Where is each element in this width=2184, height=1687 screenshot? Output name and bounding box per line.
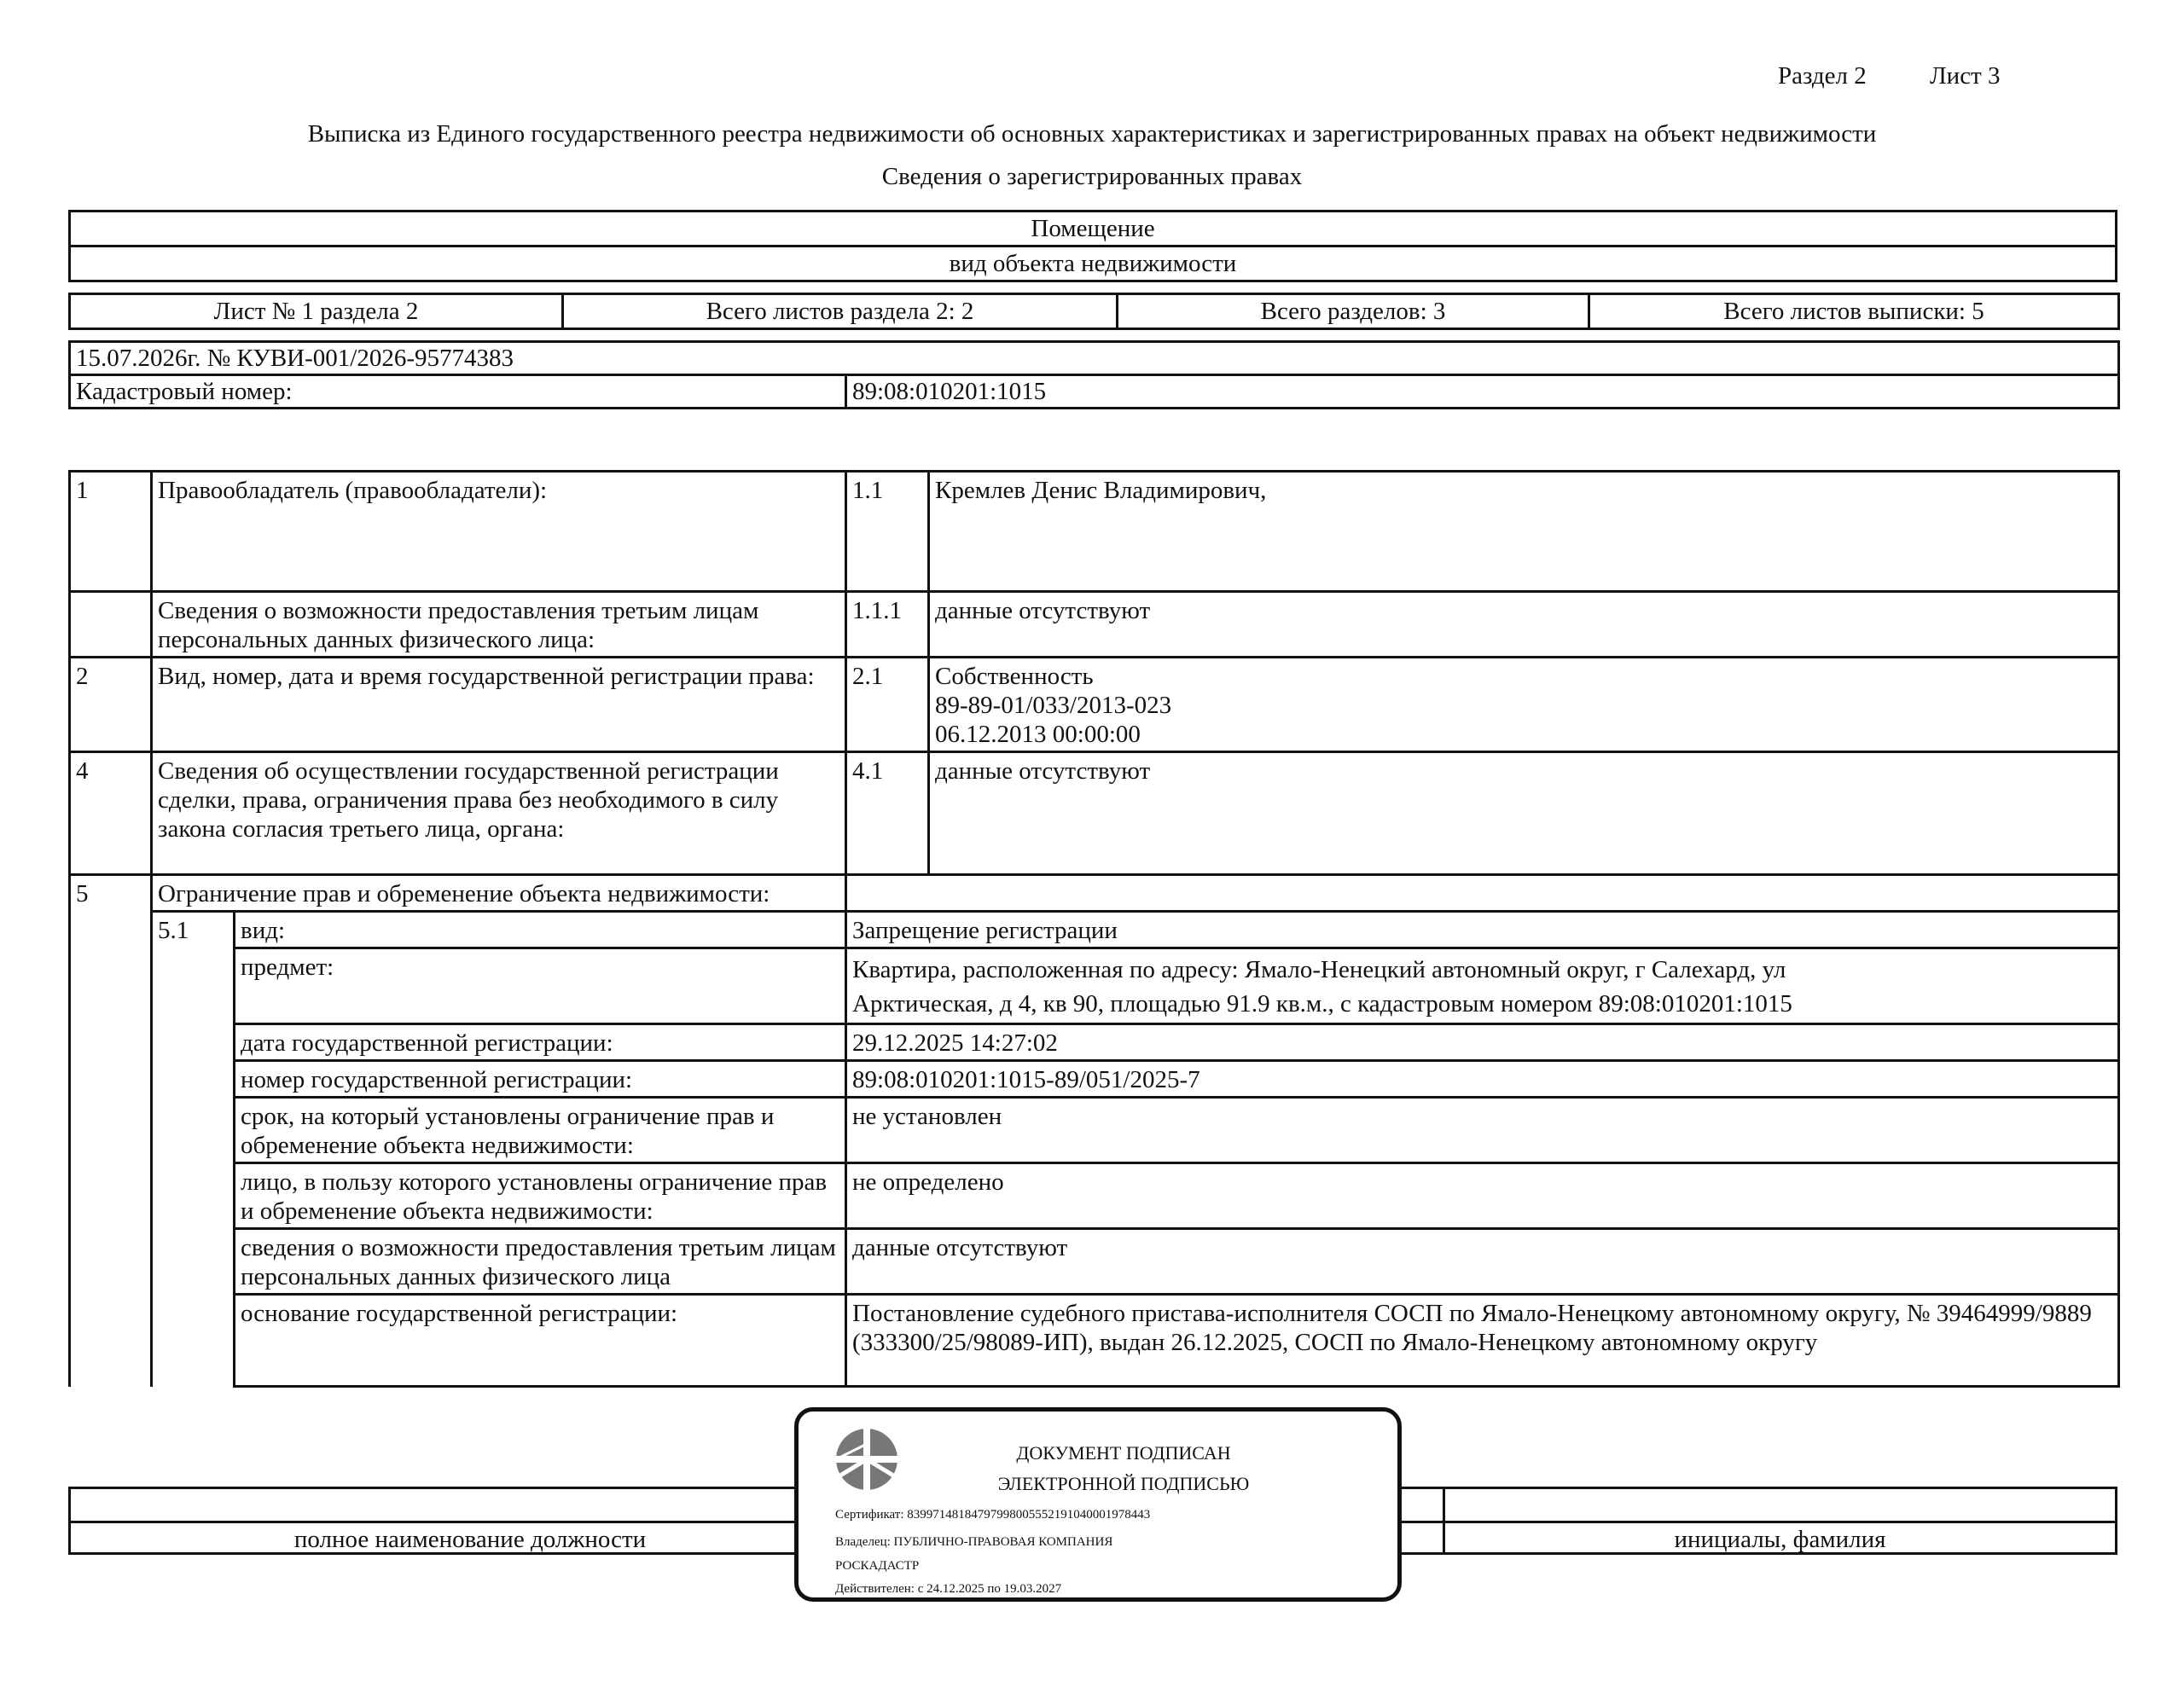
stamp-owner-line-1: Владелец: ПУБЛИЧНО-ПРАВОВАЯ КОМПАНИЯ — [835, 1535, 1113, 1549]
row-code: 1.1.1 — [846, 592, 929, 658]
right-holder-label: Правообладатель (правообладатели): — [152, 472, 846, 592]
term-value: не установлен — [846, 1098, 2119, 1163]
reg-number-value: 89:08:010201:1015-89/051/2025-7 — [846, 1061, 2119, 1098]
encumbrance-code: 5.1 — [152, 912, 235, 1387]
reg-date-label: дата государственной регистрации: — [235, 1024, 846, 1061]
registration-date: 06.12.2013 00:00:00 — [935, 721, 1141, 748]
rights-table — [68, 470, 2120, 1388]
term-label: срок, на который установлены ограничение прав и обременение объекта недвижимости: — [235, 1098, 846, 1163]
beneficiary-value: не определено — [846, 1163, 2119, 1229]
section-number: Раздел 2 — [1778, 62, 1867, 90]
registration-kind: Собственность — [935, 663, 1094, 690]
row-code: 4.1 — [846, 752, 929, 875]
sheets-info-table — [68, 293, 2120, 330]
cadastral-value: 89:08:010201:1015 — [846, 375, 2119, 409]
row-number: 5 — [70, 875, 152, 1387]
consent-value: данные отсутствуют — [929, 752, 2119, 875]
document-title: Выписка из Единого государственного реестра недвижимости об основных характеристиках и зарегистрированных правах на объект недвижимости — [307, 120, 1877, 148]
total-sheets-section: Всего листов раздела 2: 2 — [563, 294, 1118, 329]
reg-number-label: номер государственной регистрации: — [235, 1061, 846, 1098]
row-number: 1 — [70, 472, 152, 592]
personal-data-value: данные отсутствуют — [929, 592, 2119, 658]
subject-line-2: Арктическая, д 4, кв 90, площадью 91.9 кв.м., с кадастровым номером 89:08:010201:1015 — [852, 990, 1792, 1017]
stamp-validity: Действителен: с 24.12.2025 по 19.03.2027 — [835, 1582, 1062, 1596]
object-name: Помещение — [70, 212, 2117, 246]
row-code: 1.1 — [846, 472, 929, 592]
stamp-owner-line-2: РОСКАДАСТР — [835, 1559, 920, 1573]
beneficiary-label: лицо, в пользу которого установлены ограничение прав и обременение объекта недвижимости: — [235, 1163, 846, 1229]
stamp-certificate: Сертификат: 83997148184797998005552191040001978443 — [835, 1508, 1151, 1522]
basis-value: Постановление судебного пристава-исполнителя СОСП по Ямало-Ненецкому автономному округу, № 39464999/9889 (333300/25/98089-ИП), выдан 26.12.2025, СОСП по Ямало-Ненецкому автономному округу — [846, 1295, 2119, 1387]
name-caption: инициалы, фамилия — [1674, 1526, 1886, 1553]
subject-line-1: Квартира, расположенная по адресу: Ямало-Ненецкий автономный округ, г Салехард, ул — [852, 956, 1786, 983]
basis-label: основание государственной регистрации: — [235, 1295, 846, 1387]
registration-number: 89-89-01/033/2013-023 — [935, 692, 1172, 719]
encumbrance-label: Ограничение прав и обременение объекта недвижимости: — [152, 875, 846, 912]
object-caption: вид объекта недвижимости — [70, 246, 2117, 281]
personal-data-label: Сведения о возможности предоставления третьим лицам персональных данных физического лица: — [152, 592, 846, 658]
row-number-empty — [70, 592, 152, 658]
row-number: 4 — [70, 752, 152, 875]
encumbrance-pd-value: данные отсутствуют — [846, 1229, 2119, 1295]
subject-label: предмет: — [235, 948, 846, 1024]
stamp-title-line-2: ЭЛЕКТРОННОЙ ПОДПИСЬЮ — [997, 1473, 1250, 1494]
encumbrance-value-empty — [846, 875, 2119, 912]
total-sections: Всего разделов: 3 — [1118, 294, 1589, 329]
registration-value — [929, 658, 2119, 752]
extract-date-number: 15.07.2026г. № КУВИ-001/2026-95774383 — [70, 342, 2119, 375]
subject-value — [846, 948, 2119, 1024]
sheet-of-section: Лист № 1 раздела 2 — [70, 294, 563, 329]
kind-value: Запрещение регистрации — [846, 912, 2119, 948]
encumbrance-pd-label: сведения о возможности предоставления третьим лицам персональных данных физического лица — [235, 1229, 846, 1295]
e-signature-stamp — [794, 1407, 1402, 1602]
consent-label: Сведения об осуществлении государственной регистрации сделки, права, ограничения права без необходимого в силу закона согласия третьего лица, органа: — [152, 752, 846, 875]
sheet-number: Лист 3 — [1930, 62, 2001, 90]
document-subtitle: Сведения о зарегистрированных правах — [881, 163, 1303, 190]
reg-date-value: 29.12.2025 14:27:02 — [846, 1024, 2119, 1061]
object-type-table — [68, 210, 2117, 282]
stamp-title-line-1: ДОКУМЕНТ ПОДПИСАН — [1016, 1442, 1231, 1464]
registration-label: Вид, номер, дата и время государственной регистрации права: — [152, 658, 846, 752]
cadastral-table — [68, 340, 2120, 409]
kind-label: вид: — [235, 912, 846, 948]
row-number: 2 — [70, 658, 152, 752]
total-sheets-extract: Всего листов выписки: 5 — [1589, 294, 2119, 329]
position-caption: полное наименование должности — [293, 1526, 647, 1553]
row-code: 2.1 — [846, 658, 929, 752]
right-holder-value: Кремлев Денис Владимирович, — [929, 472, 2119, 592]
cadastral-label: Кадастровый номер: — [70, 375, 846, 409]
